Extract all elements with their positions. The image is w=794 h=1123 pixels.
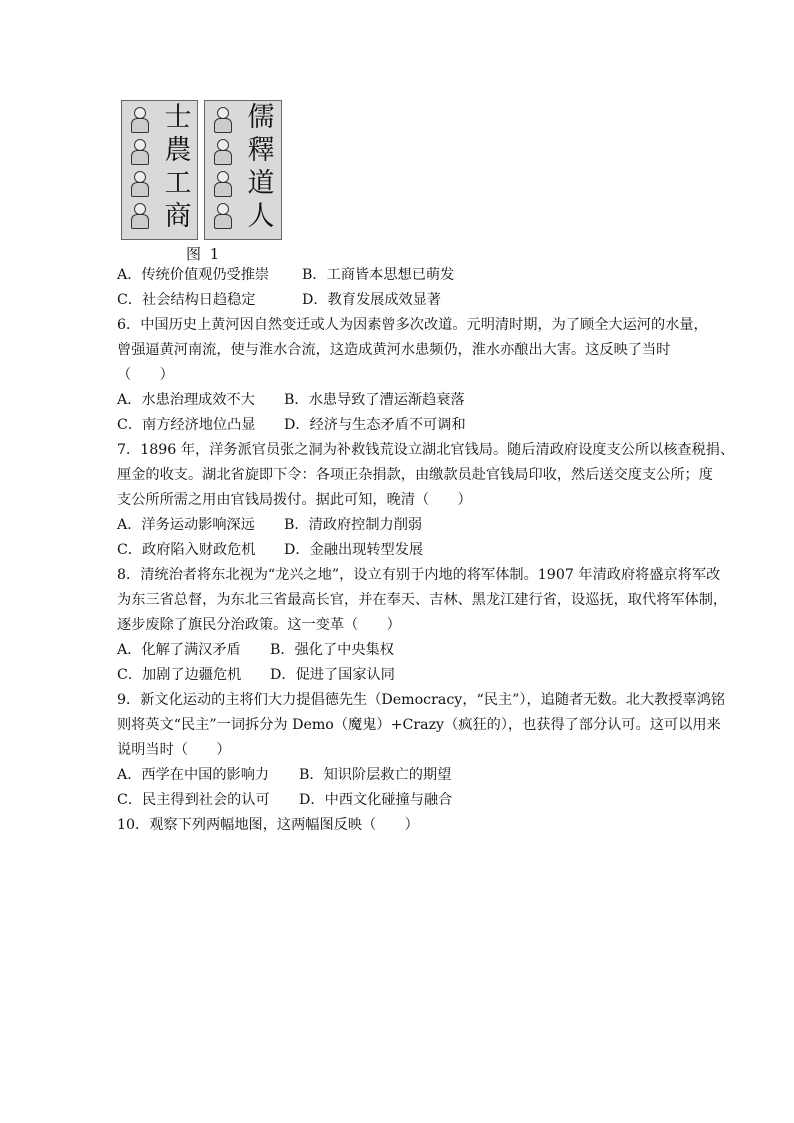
q9-option-b[interactable]: B．知识阶层救亡的期望 xyxy=(299,767,452,783)
q8-stem-line-3: 逐步废除了旗民分治政策。这一变革（ ） xyxy=(117,617,401,633)
q9-option-a[interactable]: A．西学在中国的影响力 xyxy=(117,767,270,783)
taoist-figure xyxy=(209,169,235,197)
q7-stem-line-2: 厘金的收支。湖北省旋即下令：各项正杂捐款，由缴款员赴官钱局印收，然后送交度支公所；度 xyxy=(117,467,713,483)
q6-option-c[interactable]: C．南方经济地位凸显 xyxy=(117,417,256,433)
q7-option-c[interactable]: C．政府陷入财政危机 xyxy=(117,542,256,558)
q7-option-d[interactable]: D．金融出现转型发展 xyxy=(284,542,424,558)
q5-options-row-1 xyxy=(117,263,454,288)
q9-option-d[interactable]: D．中西文化碰撞与融合 xyxy=(299,792,453,808)
figure-char: 釋 xyxy=(247,135,275,166)
q6-option-d[interactable]: D．经济与生态矛盾不可调和 xyxy=(284,417,466,433)
merchant-figure xyxy=(126,201,152,229)
q8-options-row-2 xyxy=(117,663,395,688)
q8-option-a[interactable]: A．化解了满汉矛盾 xyxy=(117,642,241,658)
q6-stem-line-2: 曾强逼黄河南流，使与淮水合流，这造成黄河水患频仍，淮水亦酿出大害。这反映了当时 xyxy=(117,342,671,358)
figure-panel-left xyxy=(121,100,198,240)
q10-stem-line-1: 10．观察下列两幅地图，这两幅图反映（ ） xyxy=(117,817,419,833)
figure-char: 道 xyxy=(247,168,275,199)
figure-people-left xyxy=(126,105,156,235)
figure-char: 農 xyxy=(164,135,192,166)
q9-stem-line-2: 则将英文“民主”一词拆分为 Demo（魔鬼）+Crazy（疯狂的），也获得了部分认可。这可以用来 xyxy=(117,717,721,733)
figure-people-right xyxy=(209,105,239,235)
farmer-figure xyxy=(126,137,152,165)
figure-char: 人 xyxy=(247,201,275,232)
q7-stem-line-3: 支公所所需之用由官钱局拨付。据此可知，晚清（ ） xyxy=(117,492,472,508)
q8-stem-line-1: 8．清统治者将东北视为“龙兴之地”，设立有别于内地的将军体制。1907 年清政府将盛京将军改 xyxy=(117,567,721,583)
q5-option-c[interactable]: C．社会结构日趋稳定 xyxy=(117,292,256,308)
q5-option-b[interactable]: B．工商皆本思想已萌发 xyxy=(302,267,455,283)
q7-option-b[interactable]: B．清政府控制力削弱 xyxy=(284,517,423,533)
buddhist-figure xyxy=(209,137,235,165)
q6-option-a[interactable]: A．水患治理成效不大 xyxy=(117,392,255,408)
figure-char: 工 xyxy=(164,168,192,199)
q9-options-row-1 xyxy=(117,763,451,788)
q9-stem-line-1: 9．新文化运动的主将们大力提倡德先生（Democracy，“民主”），追随者无数。北大教授辜鸿铭 xyxy=(117,692,726,708)
artisan-figure xyxy=(126,169,152,197)
q5-options-row-2 xyxy=(117,288,441,313)
q6-options-row-1 xyxy=(117,388,465,413)
q7-option-a[interactable]: A．洋务运动影响深远 xyxy=(117,517,255,533)
q7-options-row-2 xyxy=(117,538,423,563)
scholar-figure xyxy=(126,105,152,133)
q5-option-d[interactable]: D．教育发展成效显著 xyxy=(302,292,442,308)
q6-option-b[interactable]: B．水患导致了漕运渐趋衰落 xyxy=(284,392,465,408)
q6-stem-line-3: （ ） xyxy=(117,367,174,383)
q9-options-row-2 xyxy=(117,788,452,813)
figure-char: 士 xyxy=(164,102,192,133)
q7-options-row-1 xyxy=(117,513,422,538)
q8-option-d[interactable]: D．促进了国家认同 xyxy=(270,667,395,683)
q8-option-b[interactable]: B．强化了中央集权 xyxy=(270,642,394,658)
q8-stem-line-2: 为东三省总督，为东北三省最高长官，并在奉天、吉林、黑龙江建行省，设巡抚，取代将军体制， xyxy=(117,592,728,608)
q8-option-c[interactable]: C．加剧了边疆危机 xyxy=(117,667,242,683)
q7-stem-line-1: 7．1896 年，洋务派官员张之洞为补救钱荒设立湖北官钱局。随后清政府设度支公所以核查税捐、 xyxy=(117,442,735,458)
figure-panel-right xyxy=(204,100,282,240)
figure-caption: 图 1 xyxy=(186,245,222,263)
q9-option-c[interactable]: C．民主得到社会的认可 xyxy=(117,792,270,808)
figure-1-image xyxy=(118,100,282,240)
q6-stem-line-1: 6．中国历史上黄河因自然变迁或人为因素曾多次改道。元明清时期，为了顾全大运河的水量， xyxy=(117,317,708,333)
confucian-figure xyxy=(209,105,235,133)
q5-option-a[interactable]: A．传统价值观仍受推崇 xyxy=(117,267,270,283)
q9-stem-line-3: 说明当时（ ） xyxy=(117,742,231,758)
q8-options-row-1 xyxy=(117,638,394,663)
figure-char: 商 xyxy=(164,201,192,232)
person-figure xyxy=(209,201,235,229)
q6-options-row-2 xyxy=(117,413,466,438)
figure-char: 儒 xyxy=(247,102,275,133)
